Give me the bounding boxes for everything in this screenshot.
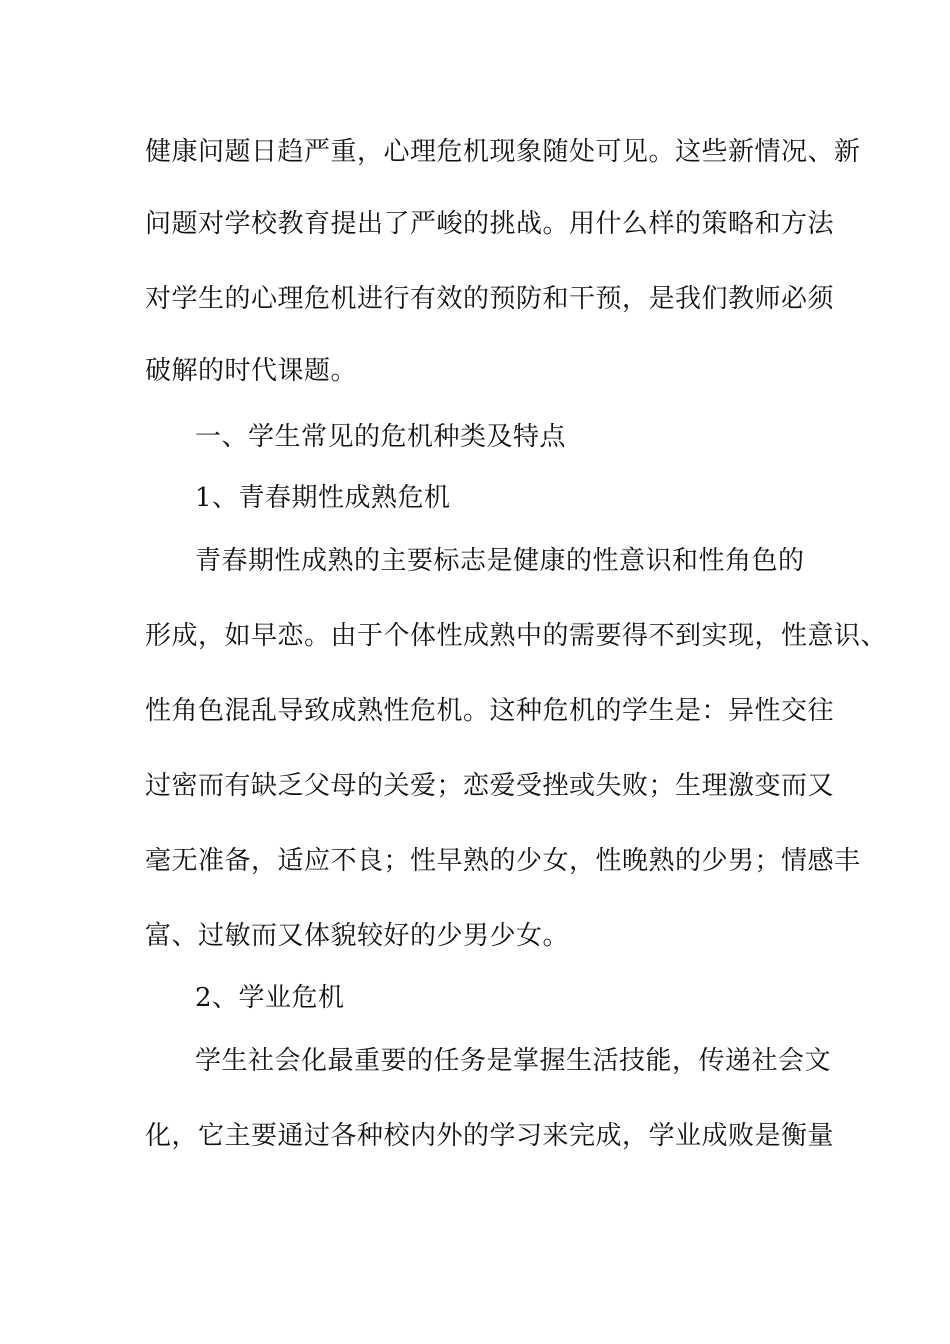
subsection-heading: 1、青春期性成熟危机 <box>195 483 451 513</box>
paragraph-line: 过密而有缺乏父母的关爱；恋爱受挫或失败；生理激变而又 <box>145 771 835 801</box>
subsection-heading: 2、学业危机 <box>195 983 345 1013</box>
paragraph-line: 化，它主要通过各种校内外的学习来完成，学业成败是衡量 <box>145 1121 835 1151</box>
paragraph-line: 对学生的心理危机进行有效的预防和干预，是我们教师必须 <box>145 284 835 314</box>
paragraph-line: 青春期性成熟的主要标志是健康的性意识和性角色的 <box>195 546 805 576</box>
paragraph-line: 健康问题日趋严重，心理危机现象随处可见。这些新情况、新 <box>145 137 861 167</box>
paragraph-line: 富、过敏而又体貌较好的少男少女。 <box>145 921 570 951</box>
paragraph-line: 学生社会化最重要的任务是掌握生活技能，传递社会文 <box>195 1046 832 1076</box>
paragraph-line: 毫无准备，适应不良；性早熟的少女，性晚熟的少男；情感丰 <box>145 846 861 876</box>
paragraph-line: 性角色混乱导致成熟性危机。这种危机的学生是：异性交往 <box>145 696 835 726</box>
section-heading: 一、学生常见的危机种类及特点 <box>195 422 567 452</box>
paragraph-line: 形成，如早恋。由于个体性成熟中的需要得不到实现，性意识、 <box>145 621 888 651</box>
paragraph-line: 问题对学校教育提出了严峻的挑战。用什么样的策略和方法 <box>145 209 835 239</box>
paragraph-line: 破解的时代课题。 <box>145 356 358 386</box>
